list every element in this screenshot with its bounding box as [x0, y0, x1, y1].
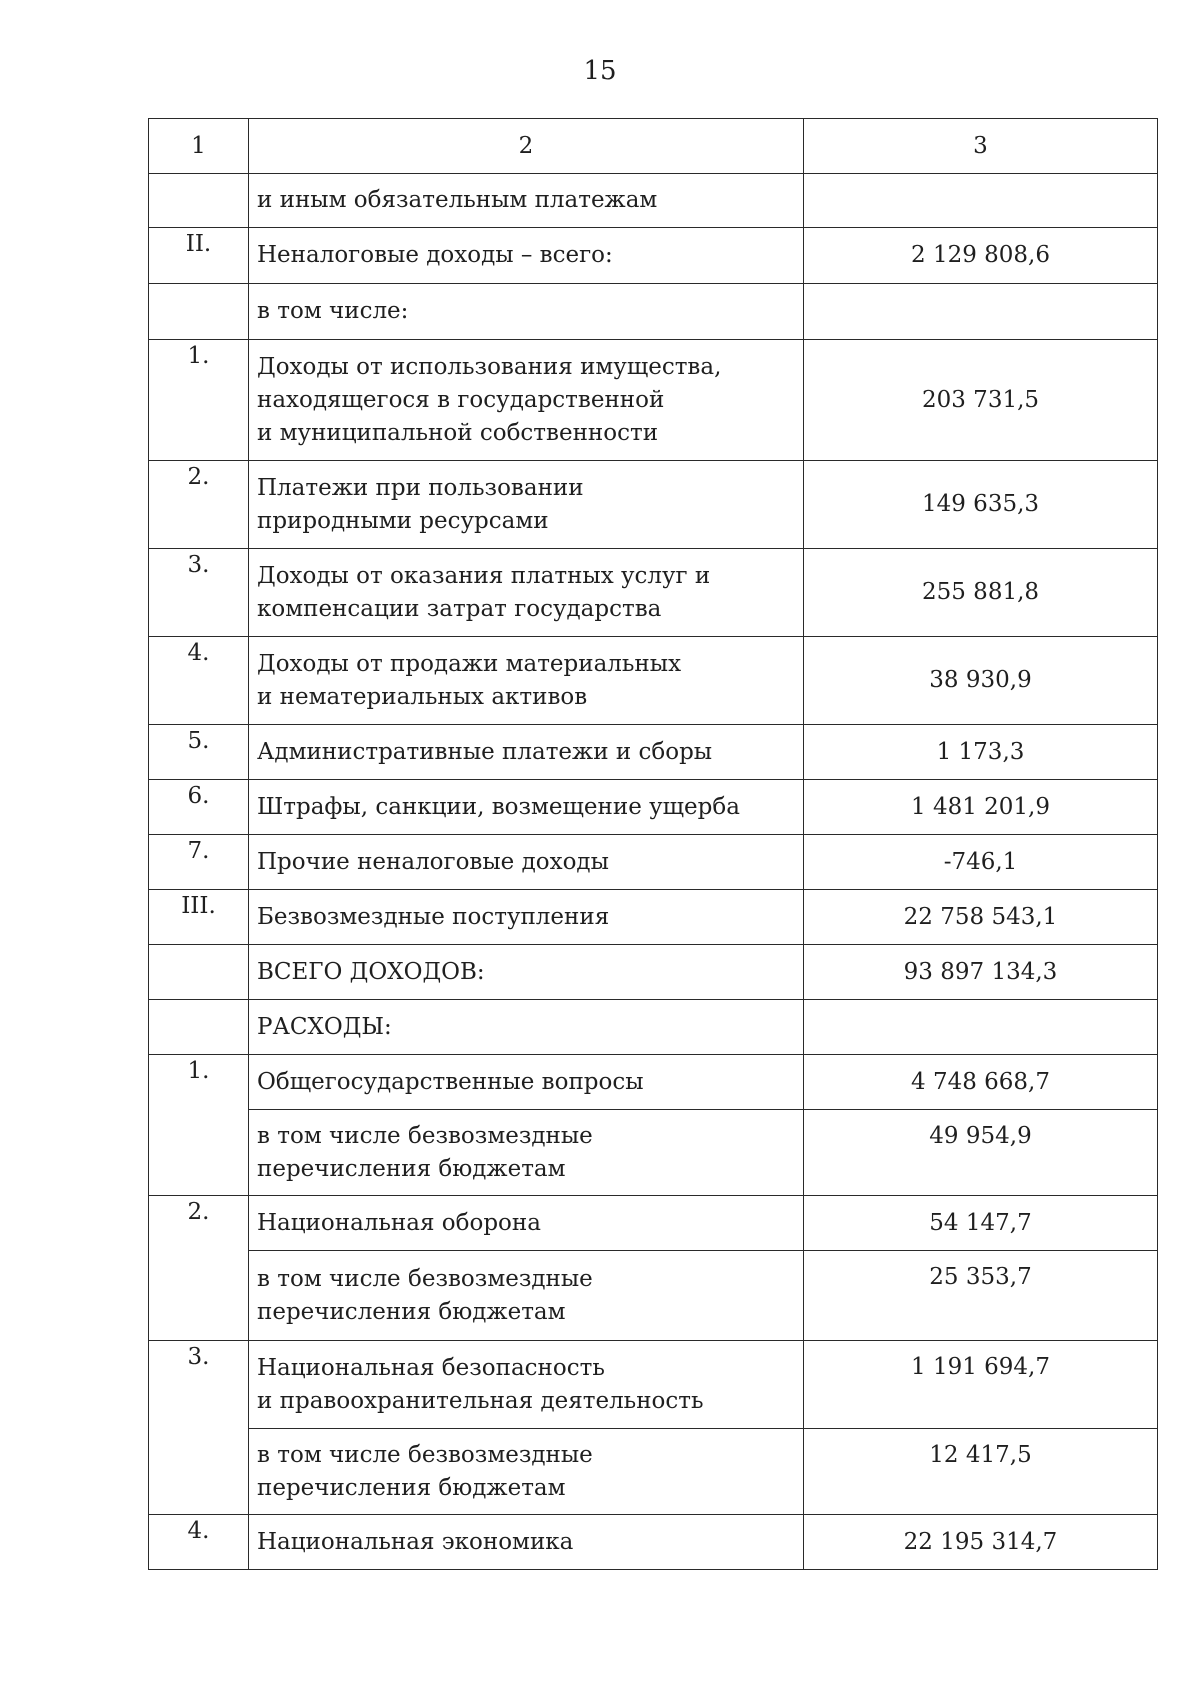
row-number: 5. [149, 725, 249, 780]
table-row [149, 780, 1158, 835]
table-subrow [149, 1429, 1158, 1515]
row-value [804, 284, 1158, 340]
row-number: 3. [149, 1341, 249, 1515]
page-number: 15 [583, 56, 617, 86]
table-row [149, 340, 1158, 461]
row-subvalue: 25 353,7 [804, 1251, 1158, 1341]
table-row [149, 835, 1158, 890]
row-number [149, 174, 249, 228]
row-number [149, 945, 249, 1000]
header-col-2: 2 [249, 119, 804, 174]
table-subrow [149, 1251, 1158, 1341]
row-label: Общегосударственные вопросы [249, 1055, 804, 1110]
row-number: III. [149, 890, 249, 945]
budget-table [148, 118, 1158, 1570]
row-label: РАСХОДЫ: [249, 1000, 804, 1055]
row-label: Штрафы, санкции, возмещение ущерба [249, 780, 804, 835]
row-number: 3. [149, 549, 249, 637]
row-number: 1. [149, 340, 249, 461]
row-label: Неналоговые доходы – всего: [249, 228, 804, 284]
row-value: 255 881,8 [804, 549, 1158, 637]
row-number: 6. [149, 780, 249, 835]
table-row [149, 228, 1158, 284]
row-value: 22 195 314,7 [804, 1515, 1158, 1570]
row-label: Доходы от продажи материальных и нематериальных активов [249, 637, 804, 725]
row-number [149, 1000, 249, 1055]
row-number: 7. [149, 835, 249, 890]
row-label: в том числе: [249, 284, 804, 340]
row-subvalue: 12 417,5 [804, 1429, 1158, 1515]
budget-table-body [149, 119, 1158, 1570]
table-row [149, 1196, 1158, 1251]
row-label: Национальная экономика [249, 1515, 804, 1570]
table-row [149, 890, 1158, 945]
table-row [149, 284, 1158, 340]
row-sublabel: в том числе безвозмездные перечисления бюджетам [249, 1429, 804, 1515]
table-row [149, 725, 1158, 780]
row-value: 1 173,3 [804, 725, 1158, 780]
row-label: ВСЕГО ДОХОДОВ: [249, 945, 804, 1000]
row-value: 1 481 201,9 [804, 780, 1158, 835]
row-number [149, 284, 249, 340]
row-label: Национальная оборона [249, 1196, 804, 1251]
row-number: 2. [149, 461, 249, 549]
table-row [149, 1515, 1158, 1570]
row-label: Национальная безопасность и правоохранительная деятельность [249, 1341, 804, 1429]
row-value [804, 1000, 1158, 1055]
row-label: Доходы от использования имущества, находящегося в государственной и муниципальной собственности [249, 340, 804, 461]
header-col-1: 1 [149, 119, 249, 174]
row-label: Прочие неналоговые доходы [249, 835, 804, 890]
table-row [149, 461, 1158, 549]
table-row [149, 1341, 1158, 1429]
row-value: 22 758 543,1 [804, 890, 1158, 945]
row-value: 1 191 694,7 [804, 1341, 1158, 1429]
row-number: II. [149, 228, 249, 284]
row-label: Безвозмездные поступления [249, 890, 804, 945]
row-number: 1. [149, 1055, 249, 1196]
row-label: и иным обязательным платежам [249, 174, 804, 228]
table-row [149, 1000, 1158, 1055]
table-header-row [149, 119, 1158, 174]
row-value: 93 897 134,3 [804, 945, 1158, 1000]
row-number: 4. [149, 1515, 249, 1570]
row-label: Платежи при пользовании природными ресурсами [249, 461, 804, 549]
table-row [149, 549, 1158, 637]
row-value: 38 930,9 [804, 637, 1158, 725]
row-value: 54 147,7 [804, 1196, 1158, 1251]
table-row [149, 637, 1158, 725]
row-subvalue: 49 954,9 [804, 1110, 1158, 1196]
row-value: 2 129 808,6 [804, 228, 1158, 284]
table-row [149, 945, 1158, 1000]
row-value: 203 731,5 [804, 340, 1158, 461]
row-sublabel: в том числе безвозмездные перечисления бюджетам [249, 1110, 804, 1196]
row-label: Административные платежи и сборы [249, 725, 804, 780]
row-value: 149 635,3 [804, 461, 1158, 549]
row-value [804, 174, 1158, 228]
table-row [149, 1055, 1158, 1110]
table-subrow [149, 1110, 1158, 1196]
row-number: 4. [149, 637, 249, 725]
table-row [149, 174, 1158, 228]
row-number: 2. [149, 1196, 249, 1341]
row-label: Доходы от оказания платных услуг и компенсации затрат государства [249, 549, 804, 637]
header-col-3: 3 [804, 119, 1158, 174]
row-sublabel: в том числе безвозмездные перечисления бюджетам [249, 1251, 804, 1341]
row-value: -746,1 [804, 835, 1158, 890]
row-value: 4 748 668,7 [804, 1055, 1158, 1110]
